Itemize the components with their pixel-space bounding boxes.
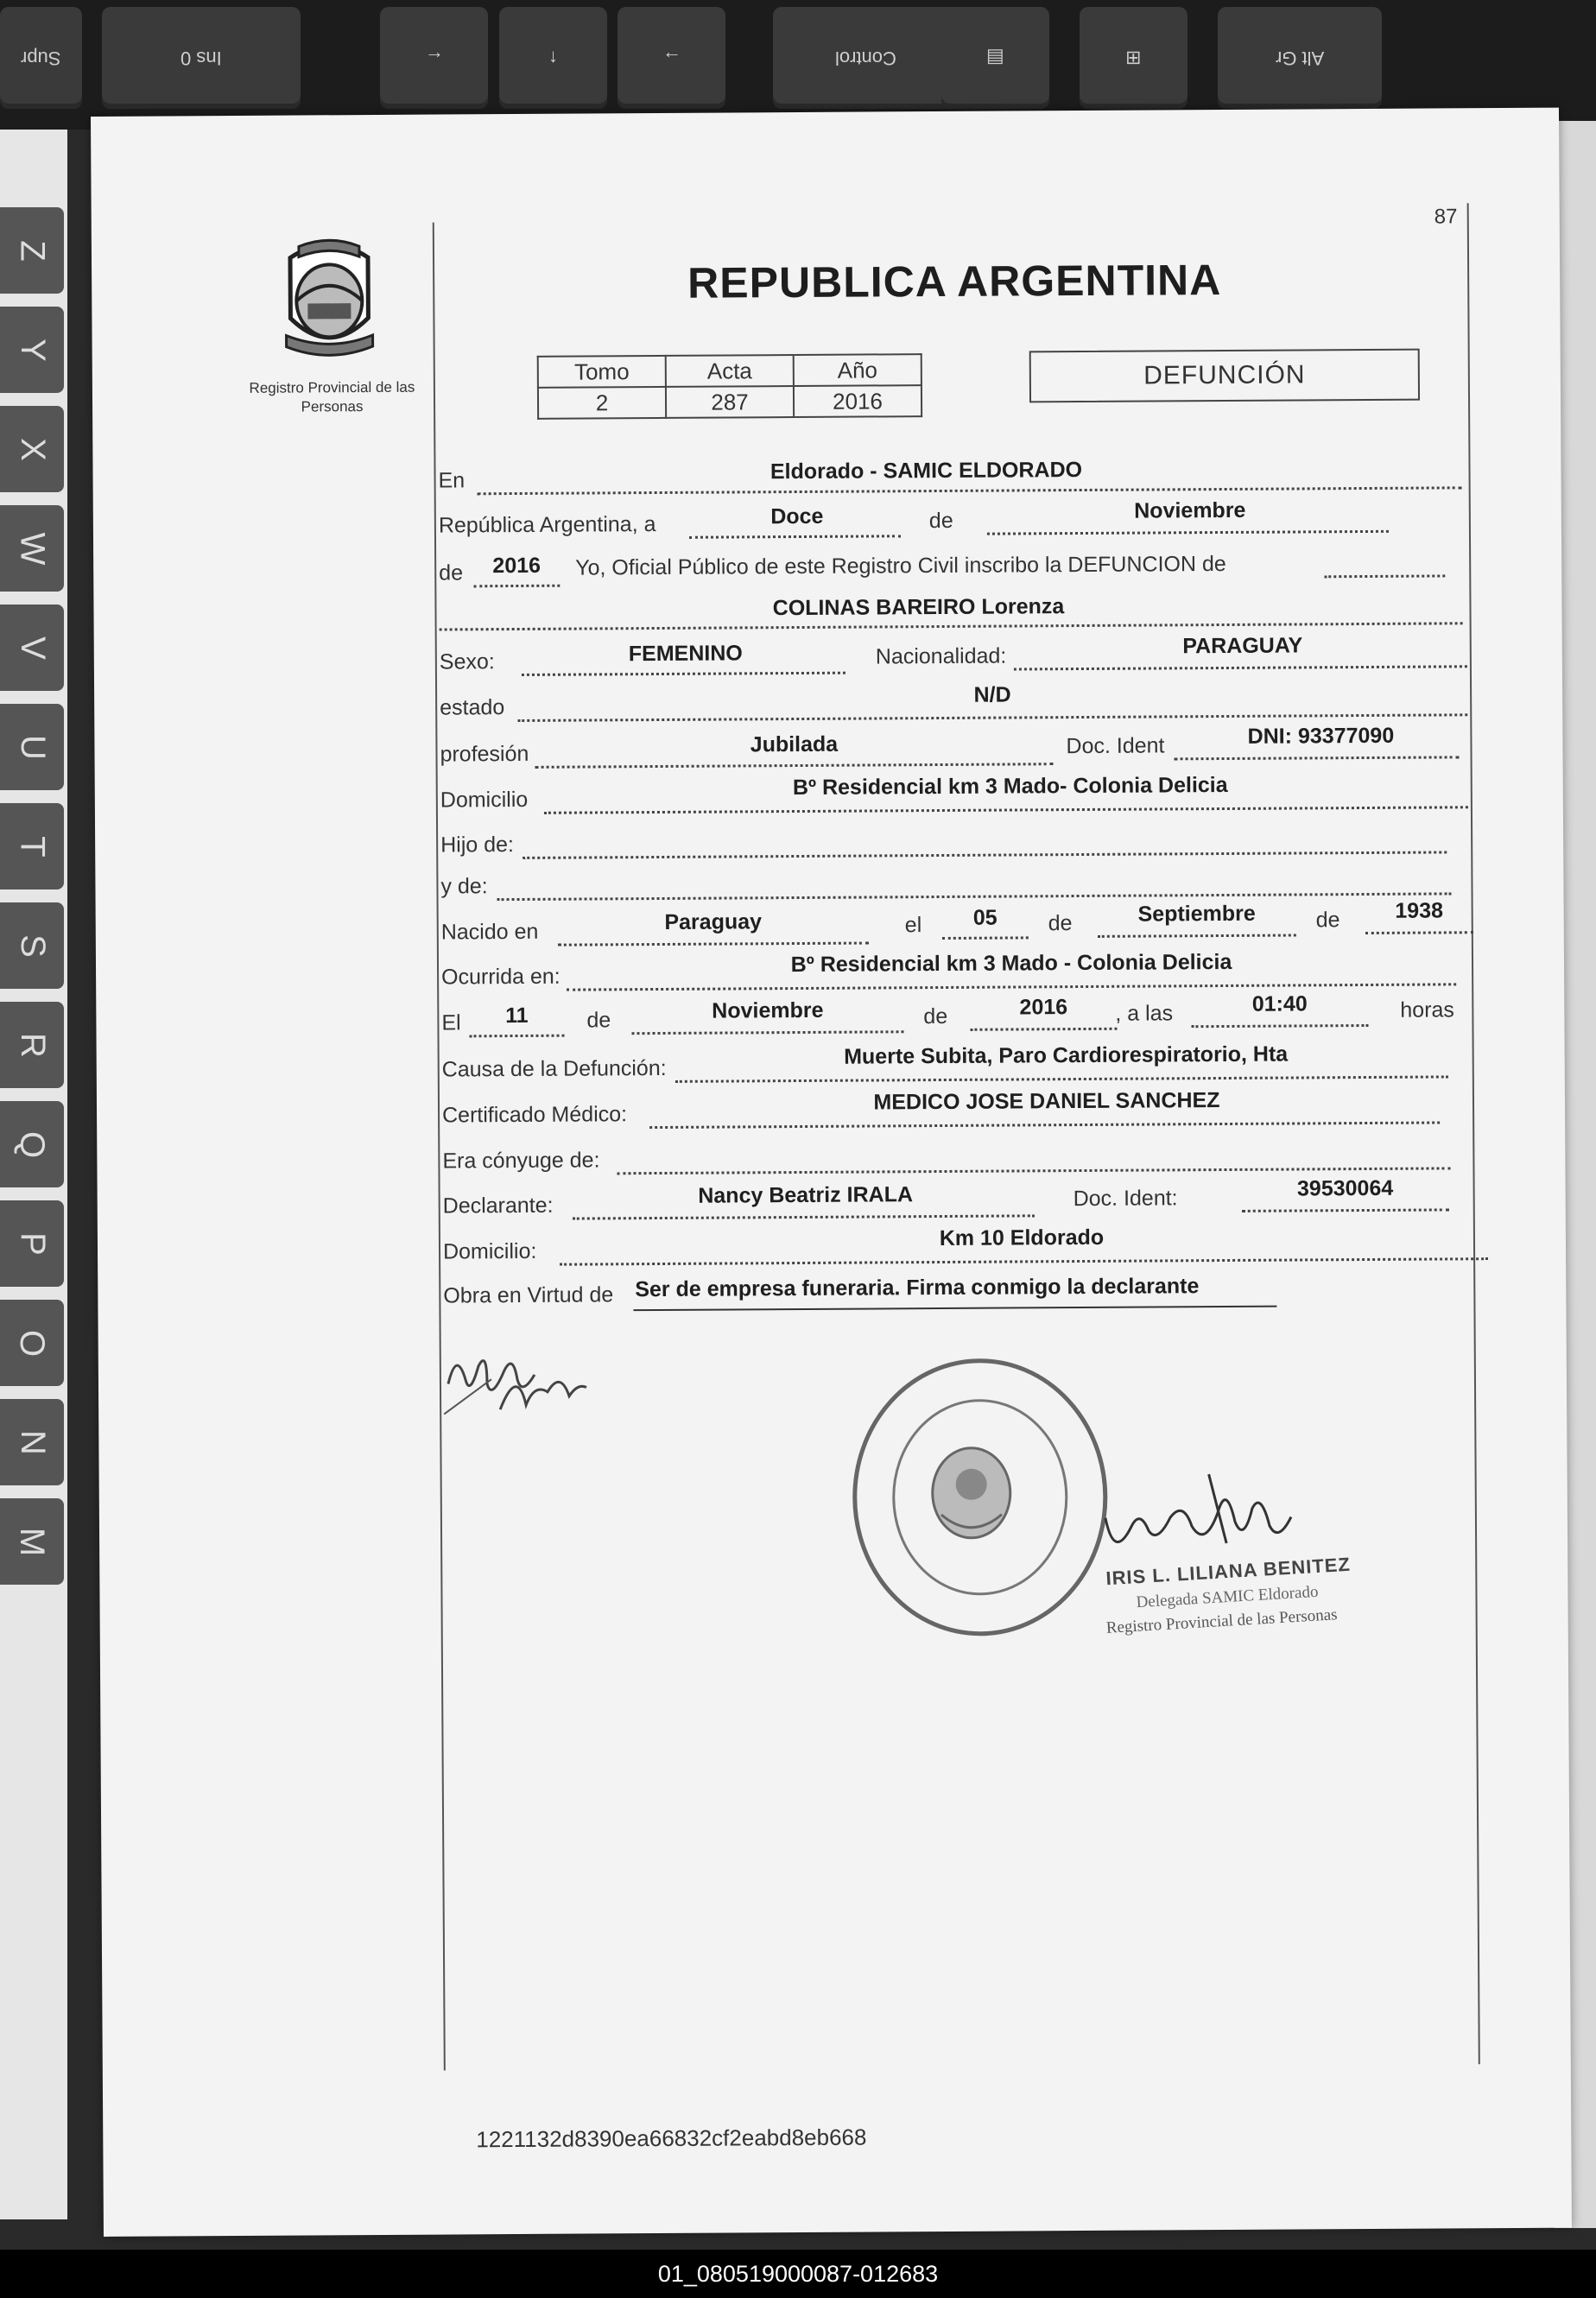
right-margin-line (1467, 203, 1480, 2064)
dotted-line (522, 851, 1447, 859)
key-right-arrow: → (618, 7, 725, 109)
certificado-value: MEDICO JOSE DANIEL SANCHEZ (873, 1088, 1220, 1115)
birthplace-value: Paraguay (664, 909, 763, 934)
key-up-arrow: ↑ (499, 7, 607, 109)
dotted-line (1014, 665, 1467, 670)
dotted-line (1098, 934, 1296, 937)
side-letter-strip (0, 130, 67, 2219)
dotted-line (631, 1030, 903, 1035)
dotted-line (1175, 756, 1460, 760)
birth-year-value: 1938 (1395, 898, 1444, 923)
birth-day-value: 05 (972, 905, 998, 930)
a-las-label: , a las (1115, 1001, 1174, 1026)
doc-ident2-value: 39530064 (1296, 1175, 1394, 1201)
side-key: Q (0, 1101, 64, 1187)
key-control: Control (773, 7, 959, 109)
dotted-line (567, 983, 1456, 991)
key-menu: ▤ (941, 7, 1049, 109)
ocurrida-label: Ocurrida en: (441, 964, 560, 990)
y-de-label: y de: (440, 874, 488, 899)
declaration-text: Yo, Oficial Público de este Registro Civil inscribo la DEFUNCION de (575, 551, 1226, 580)
republica-label: República Argentina, a (438, 512, 656, 538)
side-key: X (0, 406, 64, 492)
officer-signature-icon (1097, 1465, 1305, 1569)
dotted-line (470, 1035, 565, 1038)
record-value-row (538, 385, 922, 419)
nacionalidad-label: Nacionalidad: (875, 643, 1007, 669)
acta-header: Acta (666, 355, 794, 387)
side-key: U (0, 704, 64, 790)
left-margin-line (433, 223, 446, 2071)
sexo-value: FEMENINO (628, 641, 743, 667)
year-value: 2016 (492, 553, 542, 579)
death-year-value: 2016 (1019, 995, 1068, 1020)
el-label: El (441, 1010, 461, 1035)
certificado-label: Certificado Médico: (441, 1102, 628, 1128)
key-windows: ⊞ (1080, 7, 1188, 109)
dotted-line (535, 763, 1054, 769)
dotted-line (560, 1257, 1488, 1266)
dotted-line (1191, 1024, 1368, 1028)
horas-label: horas (1400, 997, 1454, 1022)
dotted-line (544, 806, 1468, 814)
side-key: S (0, 902, 64, 989)
causa-value: Muerte Subita, Paro Cardiorespiratorio, Hta (844, 1041, 1289, 1069)
side-key: P (0, 1200, 64, 1287)
death-month-value: Noviembre (712, 997, 824, 1023)
declarant-signature-icon (440, 1331, 596, 1435)
side-key: Y (0, 307, 64, 393)
registry-label: Registro Provincial de las Personas (249, 378, 415, 415)
death-time-value: 01:40 (1251, 991, 1308, 1016)
ano-value: 2016 (794, 385, 922, 417)
deceased-name-value: COLINAS BAREIRO Lorenza (772, 594, 1065, 621)
el-label: el (904, 913, 922, 938)
side-key: T (0, 803, 64, 889)
doc-ident2-label: Doc. Ident: (1073, 1186, 1178, 1212)
dotted-line (1365, 931, 1473, 934)
record-header-row (538, 354, 922, 388)
ano-header: Año (794, 354, 922, 386)
dotted-line (649, 1121, 1440, 1129)
key-ins: Ins 0 (102, 7, 301, 109)
provincial-emblem-icon (277, 236, 382, 362)
official-seal-icon (841, 1354, 1119, 1641)
page-number: 87 (1434, 205, 1458, 229)
dotted-line (970, 1028, 1117, 1031)
underline (633, 1306, 1276, 1312)
side-key: W (0, 505, 64, 592)
dotted-line (473, 585, 560, 588)
dotted-line (522, 672, 846, 676)
day-word-value: Doce (770, 503, 824, 529)
conyuge-label: Era cónyuge de: (442, 1148, 600, 1174)
declarante-label: Declarante: (442, 1193, 554, 1219)
en-label: En (438, 468, 466, 493)
place-value: Eldorado - SAMIC ELDORADO (770, 457, 1083, 484)
document-page (91, 108, 1572, 2237)
death-day-value: 11 (505, 1003, 529, 1029)
dotted-line (1242, 1208, 1449, 1212)
domicilio-value: Bº Residencial km 3 Mado- Colonia Delicia (792, 772, 1228, 801)
causa-label: Causa de la Defunción: (441, 1055, 667, 1082)
de-label: de (928, 508, 953, 534)
de-label: de (439, 560, 464, 586)
tomo-header: Tomo (538, 356, 666, 388)
side-key: N (0, 1399, 64, 1485)
doc-ident-label: Doc. Ident (1066, 733, 1165, 759)
signatory-name: IRIS L. LILIANA BENITEZ (1105, 1553, 1352, 1590)
dotted-line (987, 530, 1389, 535)
profesion-value: Jubilada (750, 731, 839, 757)
side-key: M (0, 1498, 64, 1585)
image-id-footer: 01_080519000087-012683 (0, 2250, 1596, 2298)
birth-month-value: Septiembre (1137, 901, 1256, 927)
estado-label: estado (440, 695, 505, 720)
record-table (537, 353, 922, 420)
month-word-value: Noviembre (1134, 497, 1246, 523)
domicilio2-label: Domicilio: (442, 1238, 537, 1264)
signatory-registry: Registro Provincial de las Personas (1105, 1605, 1339, 1637)
document-type-box: DEFUNCIÓN (1029, 349, 1420, 403)
obra-value: Ser de empresa funeraria. Firma conmigo la declarante (635, 1274, 1200, 1302)
declarante-value: Nancy Beatriz IRALA (698, 1182, 914, 1208)
tomo-value: 2 (538, 387, 666, 419)
key-supr: Supr (0, 7, 82, 109)
nacido-label: Nacido en (440, 919, 539, 945)
document-hash: 1221132d8390ea66832cf2eabd8eb668 (476, 2124, 867, 2153)
side-key: V (0, 605, 64, 691)
obra-label: Obra en Virtud de (443, 1282, 614, 1308)
dotted-line (497, 892, 1452, 901)
hijo-label: Hijo de: (440, 832, 515, 858)
death-place-value: Bº Residencial km 3 Mado - Colonia Delicia (790, 949, 1232, 978)
key-left-arrow: ← (380, 7, 488, 109)
domicilio-label: Domicilio (440, 787, 529, 813)
dotted-line (675, 1075, 1448, 1082)
de-label: de (1315, 908, 1340, 933)
dotted-line (573, 1214, 1035, 1219)
nacionalidad-value: PARAGUAY (1182, 633, 1303, 659)
acta-value: 287 (666, 386, 794, 418)
domicilio2-value: Km 10 Eldorado (939, 1225, 1105, 1251)
estado-value: N/D (973, 682, 1011, 707)
sexo-label: Sexo: (439, 649, 495, 674)
side-key: Z (0, 207, 64, 294)
doc-ident-value: DNI: 93377090 (1247, 723, 1395, 749)
dotted-line (558, 942, 869, 946)
dotted-line (440, 622, 1463, 630)
dotted-line (617, 1167, 1450, 1174)
document-title: REPUBLICA ARGENTINA (687, 256, 1222, 307)
de-label: de (1048, 911, 1073, 936)
de-label: de (586, 1008, 611, 1033)
dotted-line (689, 535, 901, 538)
dotted-line (1324, 574, 1445, 578)
de-label: de (923, 1003, 948, 1029)
dotted-line (478, 486, 1462, 495)
profesion-label: profesión (440, 741, 529, 767)
key-altgr: Alt Gr (1218, 7, 1382, 109)
side-key: R (0, 1002, 64, 1088)
side-key: O (0, 1300, 64, 1386)
dotted-line (942, 936, 1029, 940)
dotted-line (517, 713, 1467, 722)
signatory-role: Delegada SAMIC Eldorado (1136, 1582, 1319, 1612)
